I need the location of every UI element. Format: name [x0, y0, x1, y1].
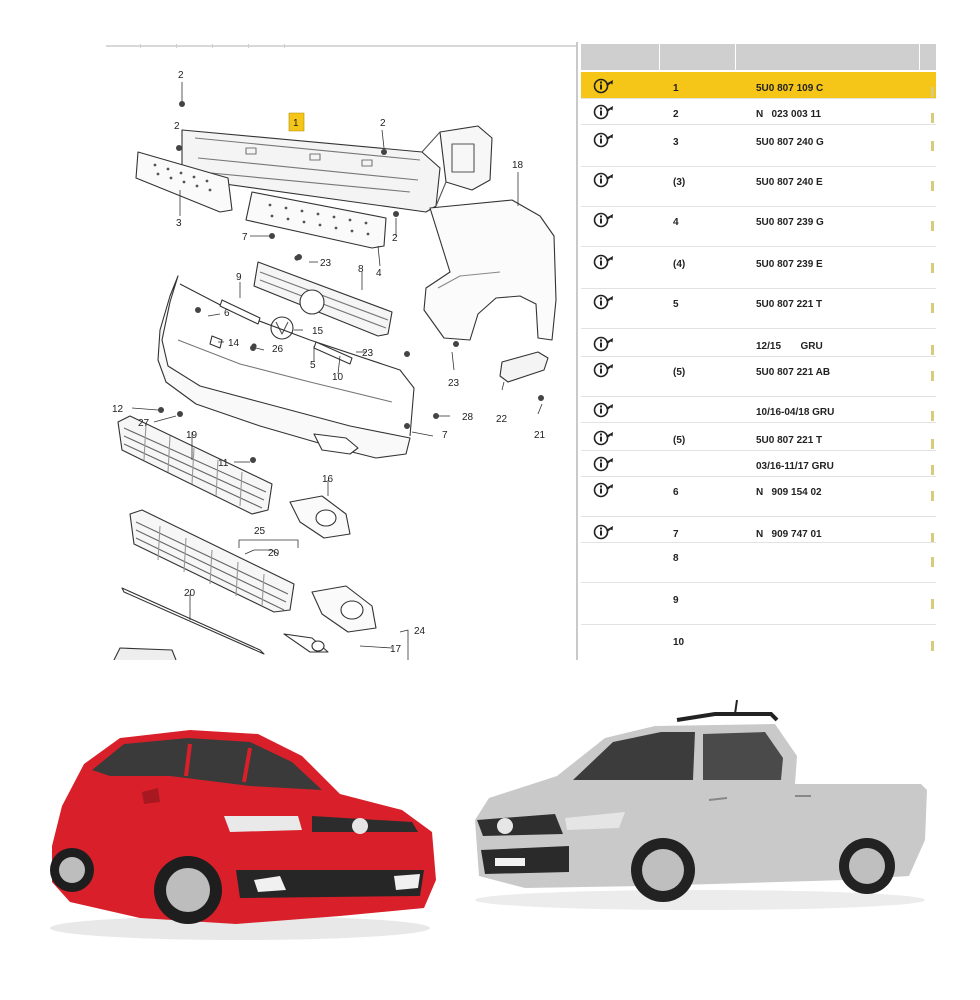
callout-18: 18 [512, 160, 524, 171]
row-part-number: 5U0 807 240 E [756, 177, 823, 188]
parts-table [581, 44, 936, 660]
row-overflow-mark [931, 465, 934, 475]
row-overflow-mark [931, 439, 934, 449]
callout-15: 15 [312, 326, 324, 337]
info-link-icon[interactable] [593, 429, 615, 447]
part-25-lower-grille-set [130, 510, 294, 612]
table-row[interactable] [581, 206, 936, 246]
table-row[interactable] [581, 476, 936, 516]
row-position: (3) [673, 177, 686, 188]
callout-2: 2 [178, 70, 184, 81]
info-link-icon[interactable] [593, 293, 615, 311]
callout-19: 19 [186, 430, 198, 441]
table-row[interactable] [581, 72, 936, 98]
row-part-number: N 909 747 01 [756, 529, 822, 540]
table-row[interactable] [581, 626, 936, 660]
row-overflow-mark [931, 345, 934, 355]
row-overflow-mark [931, 303, 934, 313]
info-link-icon[interactable] [593, 523, 615, 541]
row-divider [581, 246, 936, 247]
row-overflow-mark [931, 141, 934, 151]
row-overflow-mark [931, 371, 934, 381]
table-row[interactable] [581, 396, 936, 422]
callout-22: 22 [496, 414, 508, 425]
row-part-number: 5U0 807 221 T [756, 299, 823, 310]
info-link-icon[interactable] [593, 211, 615, 229]
part-10-trim [314, 342, 352, 364]
row-position: 9 [673, 595, 679, 606]
row-part-number: 03/16-11/17 GRU [756, 461, 834, 472]
table-row[interactable] [581, 166, 936, 206]
table-header [581, 44, 936, 70]
row-divider [581, 124, 936, 125]
row-part-number: 5U0 807 239 G [756, 217, 824, 228]
row-part-number: 5U0 807 221 AB [756, 367, 831, 378]
part-15-emblem [271, 317, 293, 339]
row-position: 3 [673, 137, 679, 148]
info-link-icon[interactable] [593, 171, 615, 189]
table-row[interactable] [581, 126, 936, 166]
info-link-icon[interactable] [593, 481, 615, 499]
info-link-icon[interactable] [593, 455, 615, 473]
callout-16: 16 [322, 474, 334, 485]
callout-6: 6 [224, 308, 230, 319]
row-part-number: 5U0 807 221 T [756, 435, 823, 446]
callout-23: 23 [448, 378, 460, 389]
info-link-icon[interactable] [593, 253, 615, 271]
row-divider [581, 328, 936, 329]
callout-2: 2 [392, 233, 398, 244]
row-overflow-mark [931, 221, 934, 231]
table-row[interactable] [581, 288, 936, 328]
row-overflow-mark [931, 491, 934, 501]
row-divider [581, 422, 936, 423]
red-hatchback-photo [40, 720, 440, 945]
callout-11: 11 [218, 458, 229, 469]
callout-5: 5 [310, 360, 316, 371]
row-overflow-mark [931, 411, 934, 421]
callout-2: 2 [380, 118, 386, 129]
row-overflow-mark [931, 181, 934, 191]
callout-27: 27 [138, 418, 150, 429]
part-18-fender [424, 200, 556, 340]
callout-28: 28 [462, 412, 474, 423]
callout-20: 20 [184, 588, 196, 599]
row-part-number: 12/15 GRU [756, 341, 823, 352]
callout-20: 20 [268, 548, 280, 559]
info-link-icon[interactable] [593, 103, 615, 121]
row-position: 5 [673, 299, 679, 310]
callout-14: 14 [228, 338, 240, 349]
table-row[interactable] [581, 518, 936, 542]
callout-9: 9 [236, 272, 242, 283]
table-overflow-mask [936, 44, 980, 660]
row-position: 6 [673, 487, 679, 498]
table-row[interactable] [581, 542, 936, 582]
info-link-icon[interactable] [593, 361, 615, 379]
row-position: 7 [673, 529, 679, 540]
callout-25: 25 [254, 526, 266, 537]
callout-23: 23 [362, 348, 374, 359]
row-divider [581, 582, 936, 583]
row-position: 10 [673, 637, 685, 648]
callout-21: 21 [534, 430, 546, 441]
callout-26: 26 [272, 344, 284, 355]
callout-2: 2 [174, 121, 180, 132]
table-row[interactable] [581, 330, 936, 356]
info-link-icon[interactable] [593, 401, 615, 419]
callout-4: 4 [376, 268, 382, 279]
row-position: (5) [673, 435, 686, 446]
table-row[interactable] [581, 356, 936, 396]
table-row[interactable] [581, 450, 936, 476]
row-overflow-mark [931, 87, 934, 97]
row-position: 2 [673, 109, 679, 120]
table-row[interactable] [581, 98, 936, 124]
callout-23: 23 [320, 258, 332, 269]
row-overflow-mark [931, 113, 934, 123]
callout-8: 8 [358, 264, 364, 275]
info-link-icon[interactable] [593, 77, 615, 95]
row-overflow-mark [931, 557, 934, 567]
table-row[interactable] [581, 424, 936, 450]
row-part-number: 5U0 807 239 E [756, 259, 823, 270]
info-link-icon[interactable] [593, 131, 615, 149]
row-divider [581, 624, 936, 625]
info-link-icon[interactable] [593, 335, 615, 353]
part-22-fender-bracket [500, 352, 548, 382]
callout-12: 12 [112, 404, 124, 415]
callout-17: 17 [390, 644, 402, 655]
row-overflow-mark [931, 599, 934, 609]
row-part-number: 5U0 807 240 G [756, 137, 824, 148]
row-part-number: N 023 003 11 [756, 109, 822, 120]
silver-pickup-photo [465, 700, 935, 915]
row-part-number: 5U0 807 109 C [756, 83, 824, 94]
callout-7: 7 [242, 232, 248, 243]
panel-divider [576, 42, 578, 660]
part-bracket-right [440, 126, 492, 190]
row-part-number: 10/16-04/18 GRU [756, 407, 835, 418]
row-position: 8 [673, 553, 679, 564]
row-position: (4) [673, 259, 686, 270]
row-position: (5) [673, 367, 686, 378]
row-part-number: N 909 154 02 [756, 487, 822, 498]
callout-24: 24 [414, 626, 426, 637]
callout-10: 10 [332, 372, 344, 383]
row-position: 4 [673, 217, 679, 228]
table-row[interactable] [581, 248, 936, 288]
table-row[interactable] [581, 584, 936, 624]
callout-7: 7 [442, 430, 448, 441]
callout-1: 1 [293, 118, 299, 129]
callout-3: 3 [176, 218, 182, 229]
row-overflow-mark [931, 263, 934, 273]
exploded-parts-diagram [100, 40, 576, 660]
row-overflow-mark [931, 641, 934, 651]
row-divider [581, 516, 936, 517]
row-position: 1 [673, 83, 679, 94]
